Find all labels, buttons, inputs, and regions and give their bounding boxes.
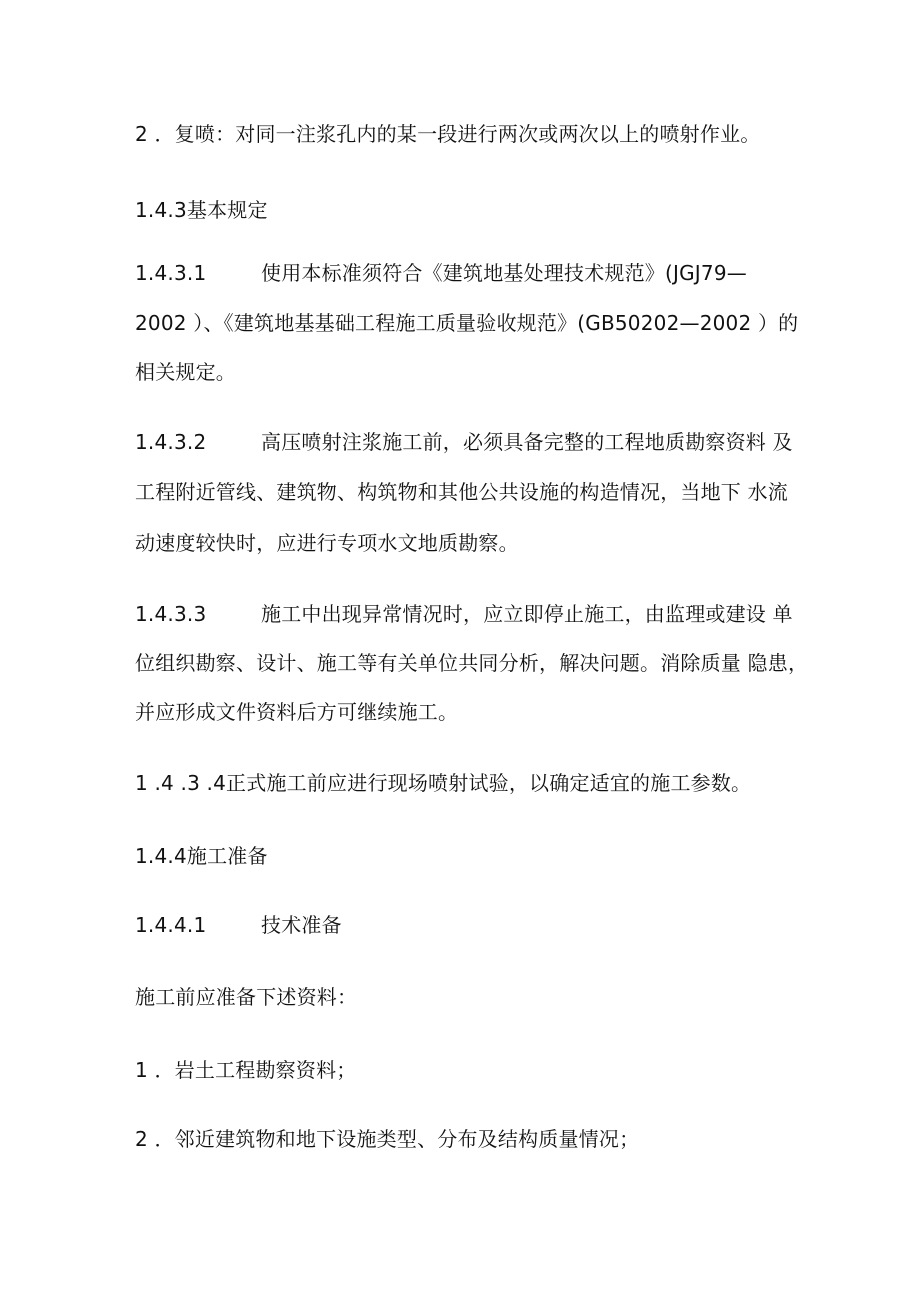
- clause-line: 1.4.3.2 高压喷射注浆施工前，必须具备完整的工程地质勘察资料 及: [135, 430, 793, 454]
- paragraph-line: 并应形成文件资料后方可继续施工。: [135, 700, 459, 724]
- clause-line: 1 .4 .3 .4正式施工前应进行现场喷射试验，以确定适宜的施工参数。: [135, 771, 752, 795]
- paragraph-line: 相关规定。: [135, 360, 236, 384]
- paragraph-line: 2 ．复喷：对同一注浆孔内的某一段进行两次或两次以上的喷射作业。: [135, 122, 761, 146]
- paragraph-line: 位组织勘察、设计、施工等有关单位共同分析，解决问题。消除质量 隐患，: [135, 651, 809, 675]
- clause-number: 1.4.3.2: [135, 430, 207, 454]
- paragraph-line: 工程附近管线、建筑物、构筑物和其他公共设施的构造情况，当地下 水流: [135, 480, 788, 504]
- clause-line: 1.4.3.3 施工中出现异常情况时，应立即停止施工，由监理或建设 单: [135, 602, 793, 626]
- paragraph-line: 2002 ）、《建筑地基基础工程施工质量验收规范》(GB50202—2002 ）的: [135, 311, 799, 335]
- paragraph-line: 动速度较快时，应进行专项水文地质勘察。: [135, 531, 519, 555]
- clause-number: 1.4.3.3: [135, 602, 207, 626]
- clause-line: 1.4.3.1 使用本标准须符合《建筑地基处理技术规范》(JGJ79—: [135, 261, 747, 285]
- clause-line: 1.4.4.1 技术准备: [135, 913, 342, 937]
- paragraph-line: 施工前应准备下述资料：: [135, 985, 358, 1009]
- list-item: 2 ．邻近建筑物和地下设施类型、分布及结构质量情况；: [135, 1127, 640, 1151]
- clause-number: 1.4.3.1: [135, 261, 207, 285]
- list-item: 1 ．岩土工程勘察资料；: [135, 1058, 357, 1082]
- section-heading: 1.4.4施工准备: [135, 844, 268, 868]
- clause-number: 1.4.4.1: [135, 913, 207, 937]
- section-heading: 1.4.3基本规定: [135, 198, 268, 222]
